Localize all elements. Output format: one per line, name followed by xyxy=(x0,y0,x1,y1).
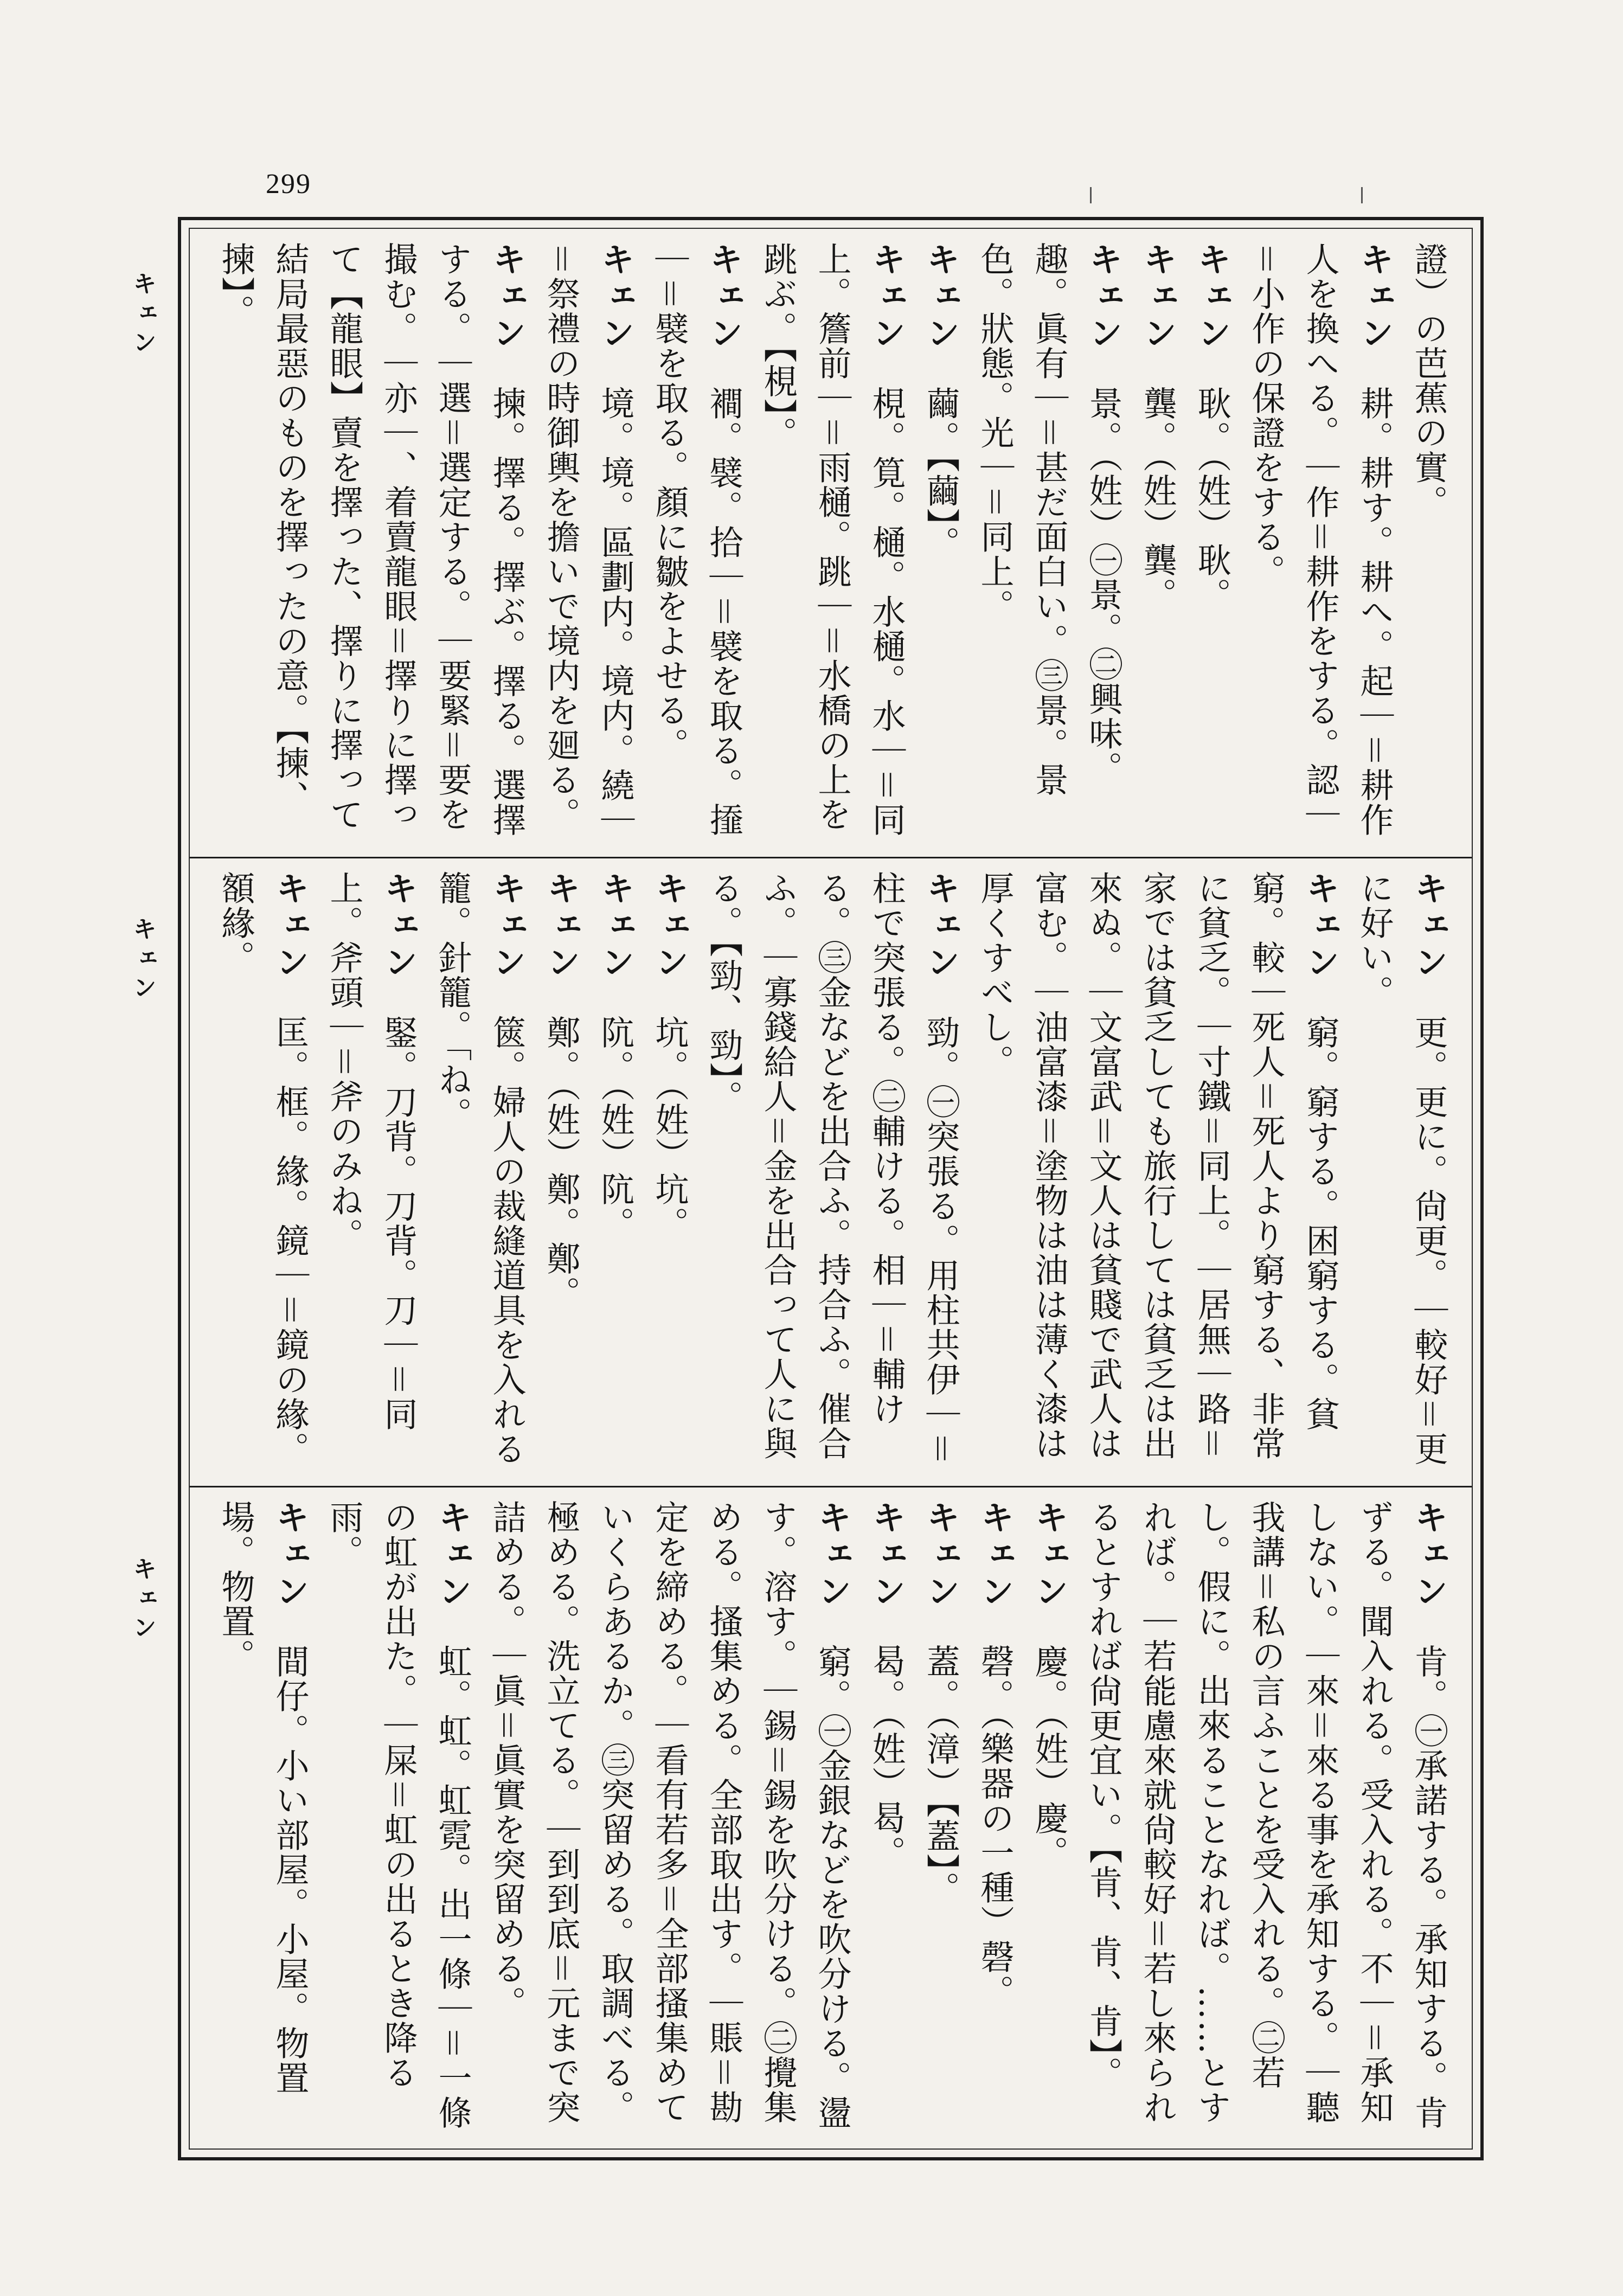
corner-mark xyxy=(1090,187,1092,203)
entry-definition: 鄭。（姓）鄭。鄭。 xyxy=(541,1015,581,1311)
entry-definition: 耿。（姓）耿。 xyxy=(1192,386,1231,612)
entry-definition: 景。（姓）㊀景。㊁興味。趣。眞有｜＝甚だ面白い。㊂景。景色。狀態。光｜＝同上。 xyxy=(975,242,1123,797)
entry-headword: キェン xyxy=(975,1500,1015,1611)
margin-label-bottom: キェン xyxy=(129,1556,156,1644)
dictionary-entry xyxy=(1239,242,1401,844)
entry-definition: 襇。襞。拾｜＝襞を取る。𢶍｜＝襞を取る。顏に皺をよせる。 xyxy=(650,242,743,837)
dictionary-entry xyxy=(1022,1500,1076,2140)
margin-label-top: キェン xyxy=(129,271,156,359)
entry-headword: キェン xyxy=(1355,242,1394,352)
dictionary-entry xyxy=(913,1500,967,2140)
margin-label-middle: キェン xyxy=(129,916,156,1004)
dictionary-entry xyxy=(534,242,642,844)
entry-headword: キェン xyxy=(1029,1500,1069,1611)
dictionary-entry xyxy=(208,242,534,844)
dictionary-entry xyxy=(642,242,750,844)
entry-definition: 證）の芭蕉の實。 xyxy=(1409,242,1448,520)
entry-definition: 匡。框。緣。鏡｜＝鏡の緣。額緣。 xyxy=(216,871,310,1466)
entry-headword: キェン xyxy=(487,242,527,352)
entry-headword: キェン xyxy=(650,871,689,982)
dictionary-entry xyxy=(696,871,967,1473)
entry-headword: キェン xyxy=(270,1500,310,1611)
entry-definition: 慶。（姓）慶。 xyxy=(1029,1644,1069,1870)
entry-headword: キェン xyxy=(595,871,635,982)
dictionary-entry xyxy=(479,1500,859,2140)
page-number: 299 xyxy=(266,169,311,200)
entry-definition: 鋻。刀背。刀背。刀｜＝同上。斧頭｜＝斧のみね。 xyxy=(324,871,418,1432)
dictionary-entry xyxy=(913,242,967,844)
dictionary-entry xyxy=(750,242,913,844)
entry-definition: 虹。虹。虹霓。出一條｜＝一條の虹が出た。｜屎＝虹の出るとき降る雨。 xyxy=(324,1500,472,2130)
entry-definition: 境。境。區劃内。境内。繞｜＝祭禮の時御輿を擔いで境内を廻る。 xyxy=(541,242,635,837)
tier-divider-2 xyxy=(190,1486,1472,1487)
dictionary-frame xyxy=(178,217,1484,2160)
dictionary-entry xyxy=(642,871,696,1473)
dictionary-entry xyxy=(1184,242,1239,844)
entry-headword: キェン xyxy=(433,1500,472,1611)
entry-headword: キェン xyxy=(921,242,960,352)
dictionary-entry xyxy=(1076,1500,1455,2140)
entry-definition: 坑。（姓）坑。 xyxy=(650,1015,689,1241)
entry-definition: 曷。（姓）曷。 xyxy=(867,1644,906,1870)
entry-headword: キェン xyxy=(1138,242,1177,352)
dictionary-entry xyxy=(1130,242,1184,844)
tier-divider-1 xyxy=(190,857,1472,858)
dictionary-entry xyxy=(967,871,1347,1473)
entry-column-group xyxy=(203,1500,1455,2140)
entry-definition: 勁。㊀突張る。用柱共伊｜＝柱で突張る。㊁輔ける。相｜＝輔ける。㊂金などを出合ふ。持合ふ。催合ふ。｜寡錢給人＝金を出合って人に與る。【勁、勁】。 xyxy=(704,871,960,1466)
entry-headword: キェン xyxy=(379,871,418,982)
dictionary-entry xyxy=(859,1500,913,2140)
entry-headword: キェン xyxy=(867,242,906,352)
entry-definition: 梘。筧。樋。水樋。水｜＝同上。簷前｜＝雨樋。跳｜＝水橋の上を跳ぶ。【梘】。 xyxy=(758,242,906,837)
dictionary-entry xyxy=(588,871,642,1473)
entry-headword: キェン xyxy=(921,1500,960,1611)
dictionary-entry xyxy=(1347,871,1455,1473)
entry-definition: 間仔。小い部屋。小屋。物置場。物置。 xyxy=(216,1500,310,2095)
entry-headword: キェン xyxy=(704,242,743,352)
dictionary-entry xyxy=(203,242,208,844)
dictionary-entry xyxy=(203,871,208,1473)
entry-headword: キェン xyxy=(812,1500,852,1611)
dictionary-entry xyxy=(534,871,588,1473)
entry-definition: 磬。（樂器の一種）磬。 xyxy=(975,1644,1015,2009)
entry-headword: キェン xyxy=(921,871,960,982)
dictionary-entry xyxy=(203,1500,208,2140)
entry-headword: キェン xyxy=(867,1500,906,1611)
tier-bottom xyxy=(203,1500,1455,2140)
entry-definition: 篋。婦人の裁縫道具を入れる籠。針籠。「ね。 xyxy=(433,871,527,1466)
dictionary-entry xyxy=(317,1500,479,2140)
entry-headword: キェン xyxy=(270,871,310,982)
dictionary-entry xyxy=(1401,242,1455,844)
tier-middle xyxy=(203,871,1455,1473)
entry-headword: キェン xyxy=(1083,242,1123,352)
entry-headword: キェン xyxy=(1300,871,1340,982)
tier-top xyxy=(203,242,1455,844)
entry-definition: 肯。㊀承諾する。承知する。肯ずる。聞入れる。受入れる。不｜＝承知しない。｜來＝來る事を承知する。｜聽我講＝私の言ふことを受入れる。㊁若し。假に。出來ることなれば。……とすれば。｜若能慮來就尙較好＝若し來られるとすれば尙更宜い。【肯、肯、肯】。 xyxy=(1083,1500,1448,2130)
entry-definition: 揀。擇る。擇ぶ。擇る。選擇する。｜選＝選定する。｜要緊＝要を撮む。｜亦｜、着賣龍眼＝擇りに擇って【龍眼】賣を擇った、擇りに擇って結局最惡のものを擇ったの意。【揀、揀】。 xyxy=(216,242,527,837)
dictionary-entry xyxy=(208,1500,317,2140)
dictionary-entry xyxy=(208,871,317,1473)
corner-mark xyxy=(1361,187,1363,203)
entry-definition: 更。更に。尙更。｜較好＝更に好い。 xyxy=(1355,871,1448,1466)
entry-headword: キェン xyxy=(1409,871,1448,982)
dictionary-entry xyxy=(317,871,425,1473)
entry-definition: 繭。【繭】。 xyxy=(921,386,960,561)
entry-headword: キェン xyxy=(541,871,581,982)
entry-headword: キェン xyxy=(487,871,527,982)
entry-definition: 耕。耕す。耕へ。起｜＝耕作人を換へる。｜作＝耕作をする。認｜＝小作の保證をする。 xyxy=(1246,242,1394,837)
dictionary-entry xyxy=(967,242,1130,844)
dictionary-entry xyxy=(425,871,534,1473)
entry-definition: 窮。㊀金銀などを吹分ける。盪す。溶す。｜錫＝錫を吹分ける。㊁攪集める。搔集める。全部取出す。｜賬＝勘定を締める。｜看有若多＝全部搔集めていくらあるか。㊂突留める。取調べる。極める。洗立てる。｜到到底＝元まで突詰める。｜眞＝眞實を突留める。 xyxy=(487,1500,852,2130)
entry-definition: 窮。窮する。困窮する。貧窮。較｜死人＝死人より窮する、非常に貧乏。｜寸鐵＝同上。｜居無｜路＝家では貧乏しても旅行しては貧乏は出來ぬ。｜文富武＝文人は貧賤で武人は富む。｜油富漆＝塗物は油は薄く漆は厚くすべし。 xyxy=(975,871,1340,1461)
entry-definition: 蓋。（漳）【蓋】。 xyxy=(921,1644,960,1906)
entry-headword: キェン xyxy=(595,242,635,352)
entry-column-group xyxy=(203,242,1455,844)
entry-headword: キェン xyxy=(1192,242,1231,352)
entry-definition: 龔。（姓）龔。 xyxy=(1138,386,1177,612)
entry-column-group xyxy=(203,871,1455,1473)
dictionary-entry xyxy=(967,1500,1022,2140)
entry-headword: キェン xyxy=(1409,1500,1448,1611)
entry-definition: 阬。（姓）阬。 xyxy=(595,1015,635,1241)
